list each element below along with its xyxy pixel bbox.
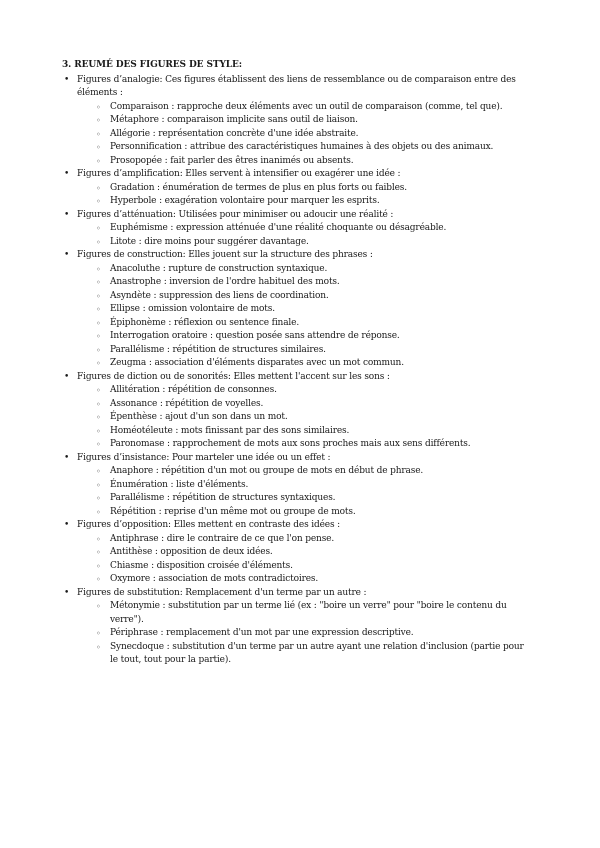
figure-definition: Allitération : répétition de consonnes. (110, 385, 277, 395)
figure-definition: Comparaison : rapproche deux éléments avec un outil de comparaison (comme, tel que). (110, 101, 503, 112)
circle-bullet-icon: ◦ (96, 264, 101, 274)
figure-definition: Allégorie : représentation concrète d'une idée abstraite. (110, 128, 359, 139)
circle-bullet-icon: ◦ (96, 440, 101, 449)
figure-category (62, 249, 532, 371)
figure-definition: Parallélisme : répétition de structures similaires. (110, 344, 326, 355)
category-heading: Figures d’insistance: Pour marteler une idée ou un effet : (77, 452, 331, 463)
list-item (77, 330, 532, 344)
list-item (77, 101, 532, 115)
figure-definition: Paronomase : rapprochement de mots aux sons proches mais aux sens différents. (110, 439, 471, 449)
figure-definition: Synecdoque : substitution d'un terme par un autre ayant une relation d'inclusion (partie pour le tout, tout pour la partie). (110, 641, 524, 665)
bullet-icon: • (64, 371, 70, 382)
document-content (62, 59, 532, 668)
figure-definition: Homéotéleute : mots finissant par des sons similaires. (110, 425, 350, 436)
figure-definition: Épenthèse : ajout d'un son dans un mot. (110, 412, 288, 422)
figure-definition: Assonance : répétition de voyelles. (110, 398, 264, 409)
category-heading: Figures d’opposition: Elles mettent en contraste des idées : (77, 520, 341, 530)
figure-definition: Périphrase : remplacement d'un mot par une expression descriptive. (110, 628, 414, 638)
category-heading: Figures de diction ou de sonorités: Elles mettent l'accent sur les sons : (77, 371, 390, 382)
bullet-icon: • (64, 250, 70, 260)
category-heading: Figures d’amplification: Elles servent à intensifier ou exagérer une idée : (77, 169, 401, 179)
circle-bullet-icon: ◦ (96, 116, 101, 125)
section-title: 3. REUMÉ DES FIGURES DE STYLE: (62, 60, 243, 70)
figure-definition: Énumération : liste d'éléments. (110, 479, 249, 490)
list-item (77, 303, 532, 317)
figure-definition: Hyperbole : exagération volontaire pour marquer les esprits. (110, 196, 380, 206)
list-item (77, 573, 532, 587)
circle-bullet-icon: ◦ (96, 359, 101, 368)
list-item (77, 182, 532, 196)
bullet-icon: • (64, 74, 70, 85)
circle-bullet-icon: ◦ (96, 494, 101, 503)
figure-definition: Asyndète : suppression des liens de coordination. (110, 290, 329, 301)
circle-bullet-icon: ◦ (96, 561, 101, 571)
circle-bullet-icon: ◦ (96, 575, 101, 584)
list-item (77, 398, 532, 412)
list-item (77, 141, 532, 155)
figure-items (77, 101, 532, 169)
list-item (77, 600, 532, 627)
bullet-icon: • (64, 587, 70, 598)
figure-definition: Personnification : attribue des caractéristiques humaines à des objets ou des animaux. (110, 142, 494, 152)
figure-items (77, 182, 532, 209)
circle-bullet-icon: ◦ (96, 237, 101, 247)
figure-definition: Anacoluthe : rupture de construction syntaxique. (110, 263, 328, 274)
figure-definition: Métonymie : substitution par un terme lié (ex : "boire un verre" pour "boire le contenu du verre"). (110, 601, 507, 625)
list-item (77, 128, 532, 142)
list-item (77, 195, 532, 209)
figure-definition: Anastrophe : inversion de l'ordre habituel des mots. (110, 277, 340, 287)
figure-category (62, 587, 532, 668)
figure-definition: Interrogation oratoire : question posée sans attendre de réponse. (110, 331, 400, 341)
list-item (77, 114, 532, 128)
figure-definition: Oxymore : association de mots contradictoires. (110, 574, 319, 584)
figure-definition: Chiasme : disposition croisée d'éléments. (110, 560, 293, 571)
figure-items (77, 533, 532, 587)
list-item (77, 506, 532, 520)
circle-bullet-icon: ◦ (96, 102, 101, 112)
category-heading: Figures de construction: Elles jouent sur la structure des phrases : (77, 250, 373, 260)
figure-definition: Antiphrase : dire le contraire de ce que l'on pense. (110, 533, 335, 544)
figure-category (62, 371, 532, 452)
circle-bullet-icon: ◦ (96, 318, 101, 328)
list-item (77, 560, 532, 574)
circle-bullet-icon: ◦ (96, 156, 101, 166)
list-item (77, 276, 532, 290)
list-item (77, 546, 532, 560)
circle-bullet-icon: ◦ (96, 399, 101, 409)
circle-bullet-icon: ◦ (96, 602, 101, 611)
figure-definition: Métaphore : comparaison implicite sans outil de liaison. (110, 115, 358, 125)
category-heading: Figures d’analogie: Ces figures établissent des liens de ressemblance ou de comparaison entre des éléments : (77, 74, 516, 98)
bullet-icon: • (64, 520, 70, 530)
circle-bullet-icon: ◦ (96, 305, 101, 314)
circle-bullet-icon: ◦ (96, 345, 101, 355)
figure-definition: Répétition : reprise d'un même mot ou groupe de mots. (110, 506, 356, 517)
figure-category (62, 209, 532, 250)
bullet-icon: • (64, 209, 70, 220)
list-item (77, 317, 532, 331)
figure-definition: Zeugma : association d'éléments disparates avec un mot commun. (110, 358, 404, 368)
figure-category (62, 74, 532, 169)
figure-items (77, 465, 532, 519)
list-item (77, 155, 532, 169)
figure-definition: Gradation : énumération de termes de plus en plus forts ou faibles. (110, 182, 407, 193)
figure-items (77, 263, 532, 371)
bullet-icon: • (64, 169, 70, 179)
figure-definition: Antithèse : opposition de deux idées. (110, 547, 273, 557)
list-item (77, 479, 532, 493)
figure-definition: Épiphonème : réflexion ou sentence finale. (110, 317, 300, 328)
figure-items (77, 600, 532, 668)
figure-category (62, 452, 532, 520)
circle-bullet-icon: ◦ (96, 467, 101, 476)
circle-bullet-icon: ◦ (96, 413, 101, 422)
category-heading: Figures de substitution: Remplacement d'un terme par un autre : (77, 587, 367, 598)
circle-bullet-icon: ◦ (96, 183, 101, 193)
bullet-icon: • (64, 452, 70, 463)
figure-definition: Litote : dire moins pour suggérer davantage. (110, 236, 309, 247)
list-item (77, 627, 532, 641)
circle-bullet-icon: ◦ (96, 480, 101, 490)
circle-bullet-icon: ◦ (96, 534, 101, 544)
circle-bullet-icon: ◦ (96, 129, 101, 139)
figure-definition: Ellipse : omission volontaire de mots. (110, 304, 275, 314)
list-item (77, 438, 532, 452)
figure-category (62, 168, 532, 209)
circle-bullet-icon: ◦ (96, 197, 101, 206)
list-item (77, 290, 532, 304)
list-item (77, 641, 532, 668)
circle-bullet-icon: ◦ (96, 291, 101, 301)
list-item (77, 384, 532, 398)
list-item (77, 222, 532, 236)
list-item (77, 236, 532, 250)
figure-definition: Euphémisme : expression atténuée d'une réalité choquante ou désagréable. (110, 223, 447, 233)
figure-category (62, 519, 532, 587)
circle-bullet-icon: ◦ (96, 629, 101, 638)
figure-definition: Prosopopée : fait parler des êtres inanimés ou absents. (110, 155, 354, 166)
circle-bullet-icon: ◦ (96, 426, 101, 436)
list-item (77, 263, 532, 277)
figure-items (77, 384, 532, 452)
circle-bullet-icon: ◦ (96, 507, 101, 517)
list-item (77, 533, 532, 547)
figure-items (77, 222, 532, 249)
circle-bullet-icon: ◦ (96, 278, 101, 287)
circle-bullet-icon: ◦ (96, 548, 101, 557)
list-item (77, 357, 532, 371)
list-item (77, 344, 532, 358)
circle-bullet-icon: ◦ (96, 386, 101, 395)
figure-definition: Parallélisme : répétition de structures syntaxiques. (110, 493, 336, 503)
list-item (77, 492, 532, 506)
figure-definition: Anaphore : répétition d'un mot ou groupe de mots en début de phrase. (110, 466, 424, 476)
list-item (77, 425, 532, 439)
figures-list (62, 74, 532, 668)
list-item (77, 465, 532, 479)
list-item (77, 411, 532, 425)
circle-bullet-icon: ◦ (96, 642, 101, 652)
circle-bullet-icon: ◦ (96, 332, 101, 341)
circle-bullet-icon: ◦ (96, 224, 101, 233)
category-heading: Figures d’atténuation: Utilisées pour minimiser ou adoucir une réalité : (77, 209, 394, 220)
circle-bullet-icon: ◦ (96, 143, 101, 152)
